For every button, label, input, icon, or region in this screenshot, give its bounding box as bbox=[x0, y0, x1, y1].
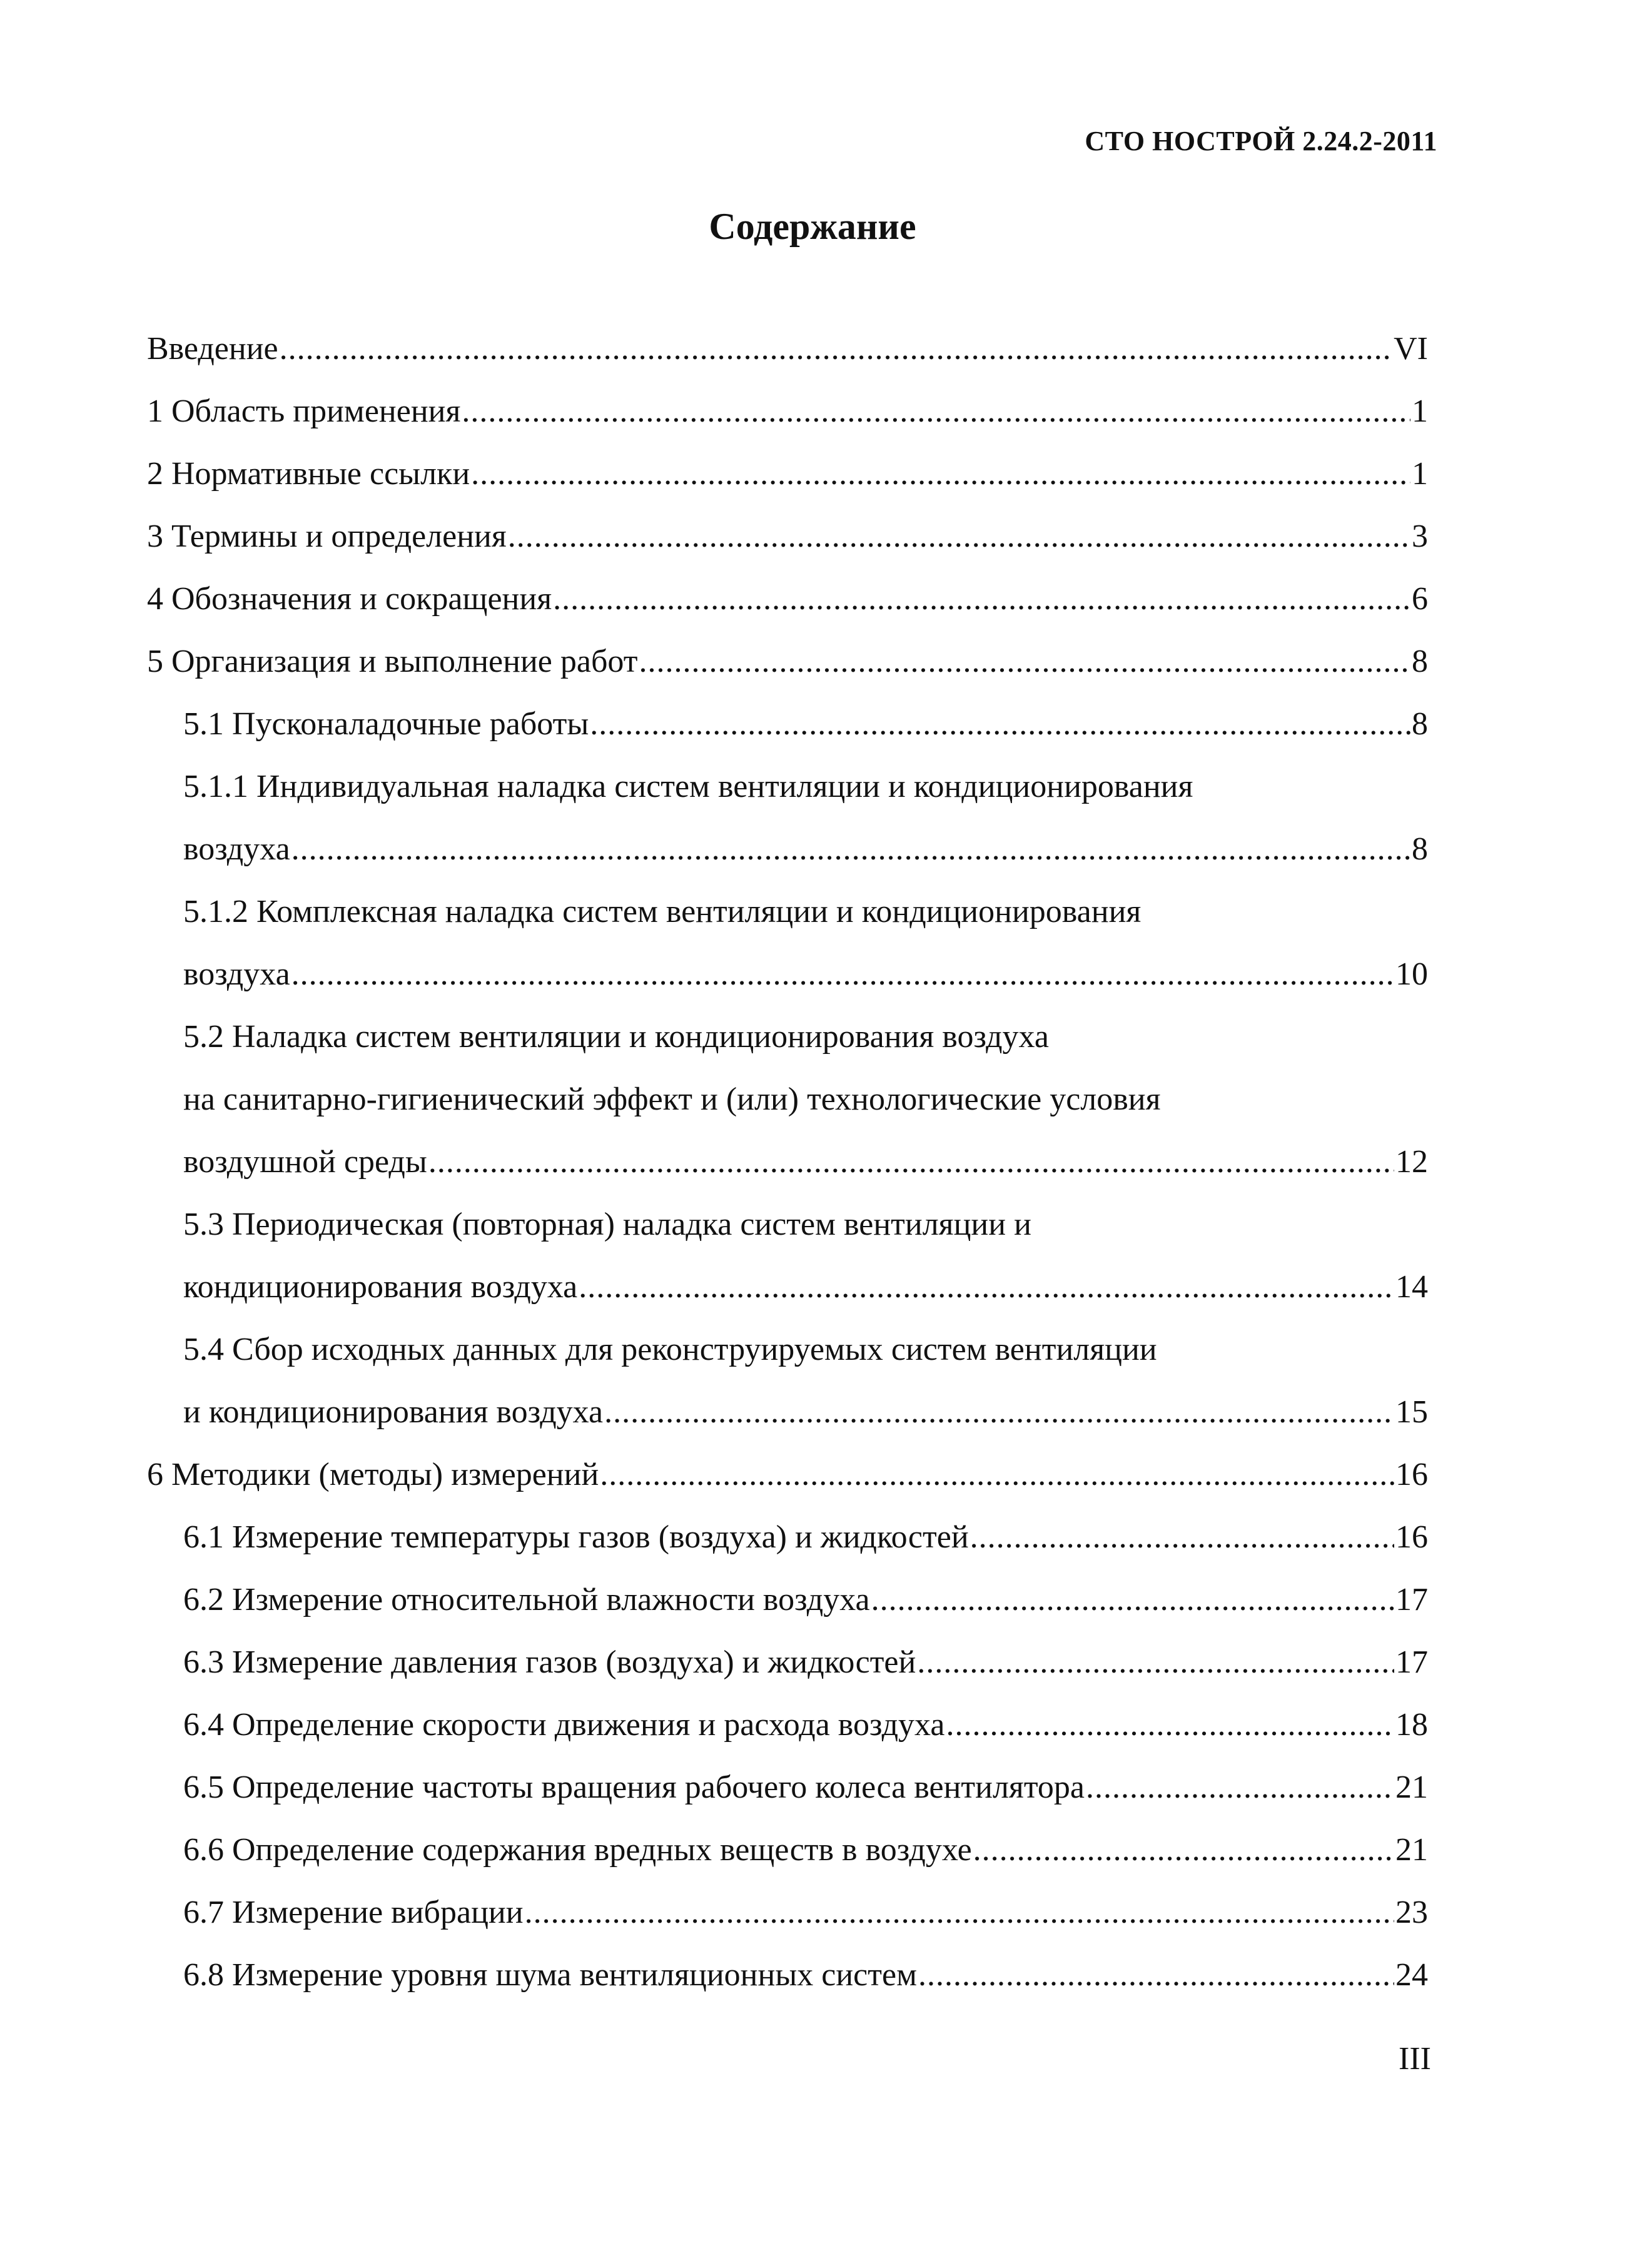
toc-entry bbox=[183, 1137, 1428, 1200]
toc-entry-page: 1 bbox=[1412, 393, 1428, 429]
toc-entry-page: 24 bbox=[1395, 1957, 1428, 1993]
document-code: СТО НОСТРОЙ 2.24.2-2011 bbox=[1085, 126, 1437, 156]
toc-entry-page: 15 bbox=[1395, 1394, 1428, 1430]
toc-entry-title: 6.6 Определение содержания вредных веществ в воздухе bbox=[183, 1832, 972, 1868]
toc-leader-dots bbox=[639, 637, 1410, 687]
toc-entry-page: 21 bbox=[1395, 1769, 1428, 1805]
toc-leader-dots bbox=[280, 324, 1393, 374]
toc-entry-title: 6.5 Определение частоты вращения рабочего колеса вентилятора bbox=[183, 1769, 1085, 1805]
toc-entry bbox=[183, 1638, 1428, 1700]
toc-entry bbox=[147, 512, 1428, 574]
toc-entry-page: 6 bbox=[1412, 581, 1428, 617]
toc-entry-title: воздушной среды bbox=[183, 1144, 427, 1180]
toc-leader-dots bbox=[525, 1888, 1394, 1938]
toc-entry-title: 5.1 Пусконаладочные работы bbox=[183, 706, 589, 742]
toc-entry-title: 5.2 Наладка систем вентиляции и кондиционирования воздуха bbox=[183, 1019, 1049, 1055]
toc-entry-page: 8 bbox=[1412, 831, 1428, 867]
toc-entry-page: 3 bbox=[1412, 519, 1428, 554]
toc-entry bbox=[183, 1387, 1428, 1450]
toc-entry-title: 2 Нормативные ссылки bbox=[147, 456, 470, 492]
toc-entry-title: воздуха bbox=[183, 831, 290, 867]
toc-entry-title: 6.1 Измерение температуры газов (воздуха) и жидкостей bbox=[183, 1519, 969, 1555]
toc-leader-dots bbox=[604, 1387, 1394, 1437]
toc-entry bbox=[147, 324, 1428, 387]
toc-entry-title: 6.4 Определение скорости движения и расхода воздуха bbox=[183, 1707, 945, 1743]
toc-entry bbox=[183, 949, 1428, 1012]
toc-entry bbox=[183, 699, 1428, 762]
page-number: III bbox=[1399, 2041, 1431, 2077]
toc-entry-page: 16 bbox=[1395, 1457, 1428, 1492]
toc-entry-title: воздуха bbox=[183, 956, 290, 992]
toc-leader-dots bbox=[917, 1638, 1394, 1688]
toc-entry bbox=[183, 1012, 1428, 1075]
toc-entry-page: 10 bbox=[1395, 956, 1428, 992]
toc-entry-page: 17 bbox=[1395, 1644, 1428, 1680]
toc-leader-dots bbox=[553, 574, 1410, 624]
toc-entry-page: 12 bbox=[1395, 1144, 1428, 1180]
toc-leader-dots bbox=[973, 1825, 1394, 1875]
toc-leader-dots bbox=[600, 1450, 1394, 1500]
toc-entry-title: 5.1.1 Индивидуальная наладка систем вентиляции и кондиционирования bbox=[183, 769, 1193, 804]
toc-entry-title: 6.8 Измерение уровня шума вентиляционных систем bbox=[183, 1957, 917, 1993]
toc-entry-title: и кондиционирования воздуха bbox=[183, 1394, 604, 1430]
toc-entry-page: 21 bbox=[1395, 1832, 1428, 1868]
toc-entry bbox=[183, 1262, 1428, 1325]
toc-leader-dots bbox=[508, 512, 1410, 562]
toc-entry bbox=[183, 1700, 1428, 1763]
toc-entry-title: 6.3 Измерение давления газов (воздуха) и жидкостей bbox=[183, 1644, 916, 1680]
toc-leader-dots bbox=[291, 949, 1394, 1000]
toc-leader-dots bbox=[579, 1262, 1394, 1312]
toc-entry-title: 5 Организация и выполнение работ bbox=[147, 644, 638, 679]
toc-leader-dots bbox=[462, 387, 1410, 437]
toc-entry bbox=[147, 387, 1428, 449]
toc-entry-title: 4 Обозначения и сокращения bbox=[147, 581, 552, 617]
toc-entry-title: Введение bbox=[147, 331, 278, 367]
toc-entry bbox=[183, 1950, 1428, 2013]
toc-entry-page: 16 bbox=[1395, 1519, 1428, 1555]
toc-entry-page: 14 bbox=[1395, 1269, 1428, 1305]
toc-entry-title: 6 Методики (методы) измерений bbox=[147, 1457, 599, 1492]
toc-entry bbox=[183, 1200, 1428, 1262]
toc-leader-dots bbox=[918, 1950, 1394, 2000]
toc-entry bbox=[183, 1763, 1428, 1825]
toc-entry bbox=[183, 1512, 1428, 1575]
toc-entry-title: 5.1.2 Комплексная наладка систем вентиляции и кондиционирования bbox=[183, 894, 1142, 929]
page-title: Содержание bbox=[709, 206, 916, 247]
toc-leader-dots bbox=[970, 1512, 1394, 1562]
toc-entry-page: 8 bbox=[1412, 644, 1428, 679]
toc-entry-title: 6.7 Измерение вибрации bbox=[183, 1895, 524, 1930]
toc-entry-page: 8 bbox=[1412, 706, 1428, 742]
toc-entry-title: на санитарно-гигиенический эффект и (или) технологические условия bbox=[183, 1081, 1161, 1117]
toc-entry bbox=[183, 1575, 1428, 1638]
toc-entry bbox=[147, 1450, 1428, 1512]
toc-entry-page: 23 bbox=[1395, 1895, 1428, 1930]
toc-leader-dots bbox=[946, 1700, 1394, 1750]
toc-leader-dots bbox=[291, 824, 1410, 874]
toc-entry-page: 18 bbox=[1395, 1707, 1428, 1743]
toc-entry bbox=[183, 1888, 1428, 1950]
toc-entry-page: VI bbox=[1394, 331, 1428, 367]
toc-entry bbox=[183, 1825, 1428, 1888]
toc-entry-title: 5.4 Сбор исходных данных для реконструируемых систем вентиляции bbox=[183, 1332, 1157, 1367]
toc-entry bbox=[147, 574, 1428, 637]
toc-entry bbox=[183, 762, 1428, 824]
toc-entry-page: 17 bbox=[1395, 1582, 1428, 1617]
toc-entry bbox=[147, 449, 1428, 512]
toc-entry-title: 6.2 Измерение относительной влажности воздуха bbox=[183, 1582, 870, 1617]
toc-entry bbox=[147, 637, 1428, 699]
toc-leader-dots bbox=[471, 449, 1410, 499]
toc-entry bbox=[183, 1325, 1428, 1387]
toc-entry-title: кондиционирования воздуха bbox=[183, 1269, 578, 1305]
toc-entry bbox=[183, 824, 1428, 887]
toc-leader-dots bbox=[590, 699, 1410, 749]
toc-entry-title: 5.3 Периодическая (повторная) наладка систем вентиляции и bbox=[183, 1207, 1031, 1242]
toc-leader-dots bbox=[1086, 1763, 1394, 1813]
toc-entry bbox=[183, 1075, 1428, 1137]
toc-entry bbox=[183, 887, 1428, 949]
toc-entry-title: 3 Термины и определения bbox=[147, 519, 507, 554]
toc-leader-dots bbox=[871, 1575, 1394, 1625]
toc-entry-title: 1 Область применения bbox=[147, 393, 461, 429]
toc-entry-page: 1 bbox=[1412, 456, 1428, 492]
toc-leader-dots bbox=[428, 1137, 1394, 1187]
